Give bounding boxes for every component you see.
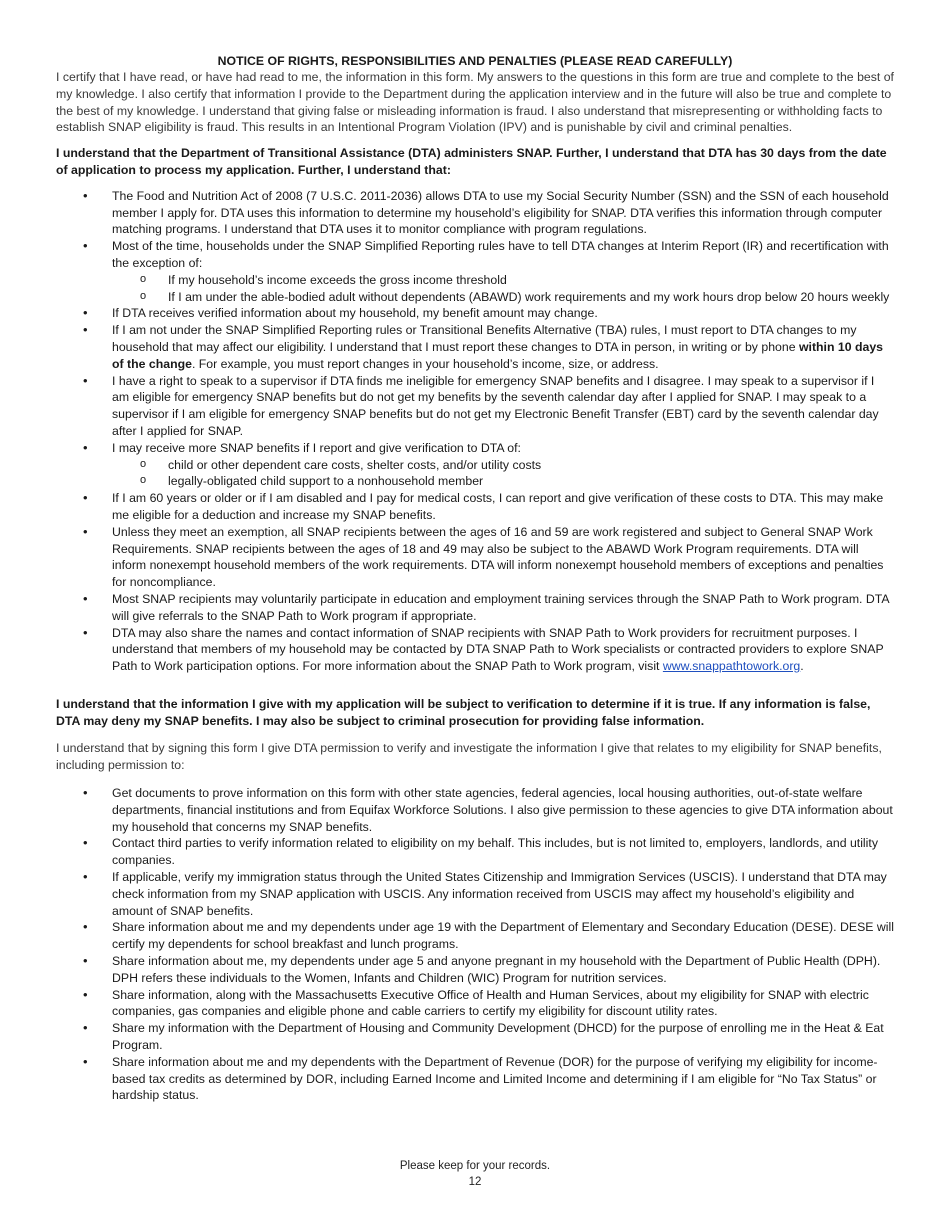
list-item: • Most of the time, households under the SNAP Simplified Reporting rules have to tell DTA changes at Interim Report (IR) and recertification with the exception of: o If my household’s income exceeds the gross income threshold o If I am under the able-bodied adult without dependents (ABAWD) work requirements and my work hours drop below 20 hours weekly	[56, 238, 894, 305]
permission-intro: I understand that by signing this form I give DTA permission to verify and investigate the information I give that relates to my eligibility for SNAP benefits, including permission to:	[56, 741, 882, 773]
sub-list	[112, 272, 894, 306]
page-number: 12	[468, 1175, 482, 1188]
list-item: • Most SNAP recipients may voluntarily participate in education and employment training services through the SNAP Path to Work program. DTA will give referrals to the SNAP Path to Work program if appropriate.	[56, 591, 894, 625]
verification-statement: I understand that the information I give with my application will be subject to verification to determine if it is true. If any information is false, DTA may deny my SNAP benefits. I may also be subject to criminal prosecution for providing false information.	[56, 696, 871, 728]
list-item: • The Food and Nutrition Act of 2008 (7 U.S.C. 2011-2036) allows DTA to use my Social Security Number (SSN) and the SSN of each household member I apply for. DTA uses this information to determine my household’s eligibility for SNAP. DTA verifies this information through computer matching programs. I understand that DTA uses it to monitor compliance with program regulations.	[56, 188, 894, 238]
list-item: • If applicable, verify my immigration status through the United States Citizenship and Immigration Services (USCIS). I understand that DTA may check information from my SNAP application with USCIS. Any information received from USCIS may affect my household’s eligibility and amount of SNAP benefits.	[56, 869, 894, 919]
list-item: • DTA may also share the names and contact information of SNAP recipients with SNAP Path to Work providers for recruitment purposes. I understand that members of my household may be contacted by DTA SNAP Path to Work specialists or contracted providers to explore SNAP Path to Work participation options. For more information about the SNAP Path to Work program, visit www.snappathtowork.org.	[56, 625, 894, 675]
page-title: NOTICE OF RIGHTS, RESPONSIBILITIES AND PENALTIES (PLEASE READ CAREFULLY)	[217, 54, 733, 68]
list-item: • I have a right to speak to a supervisor if DTA finds me ineligible for emergency SNAP benefits and I disagree. I may speak to a supervisor if I am eligible for emergency SNAP benefits but do not get my benefits by the seventh calendar day after I applied for SNAP. I may speak to a supervisor if I am eligible for emergency SNAP benefits but do not get my Electronic Benefit Transfer (EBT) card by the seventh calendar day after I applied for SNAP.	[56, 373, 894, 440]
list-item: • Get documents to prove information on this form with other state agencies, federal agencies, local housing authorities, out-of-state welfare departments, financial institutions and from Equifax Workforce Solutions. I also give permission to these agencies to give DTA information about my household that concerns my SNAP benefits.	[56, 785, 894, 835]
list-item: • Contact third parties to verify information related to eligibility on my behalf. This includes, but is not limited to, employers, landlords, and utility companies.	[56, 835, 894, 869]
list-item: • Unless they meet an exemption, all SNAP recipients between the ages of 16 and 59 are work registered and subject to General SNAP Work Requirements. SNAP recipients between the ages of 18 and 49 may also be subject to the ABAWD Work Program requirements. DTA will inform nonexempt household members of the work requirements. DTA will inform nonexempt household members of exceptions and penalties for noncompliance.	[56, 524, 894, 591]
sub-list-item: o If I am under the able-bodied adult without dependents (ABAWD) work requirements and my work hours drop below 20 hours weekly	[112, 289, 894, 306]
dta-statement: I understand that the Department of Transitional Assistance (DTA) administers SNAP. Further, I understand that DTA has 30 days from the date of application to process my application. Further, I understand that:	[56, 146, 887, 177]
list-item: • I may receive more SNAP benefits if I report and give verification to DTA of: o child or other dependent care costs, shelter costs, and/or utility costs o legally-obligated child support to a nonhousehold member	[56, 440, 894, 490]
list-item: • Share my information with the Department of Housing and Community Development (DHCD) for the purpose of enrolling me in the Heat & Eat Program.	[56, 1020, 894, 1054]
sub-list-item: o If my household’s income exceeds the gross income threshold	[112, 272, 894, 289]
list-item: • Share information about me and my dependents under age 19 with the Department of Elementary and Secondary Education (DESE). DESE will certify my dependents for school breakfast and lunch programs.	[56, 919, 894, 953]
responsibilities-list	[56, 188, 894, 675]
list-item: • Share information about me and my dependents with the Department of Revenue (DOR) for the purpose of verifying my eligibility for income-based tax credits as determined by DOR, including Earned Income and Limited Income and determining if I am eligible for “No Tax Status” or hardship status.	[56, 1054, 894, 1104]
sub-list-item: o legally-obligated child support to a nonhousehold member	[112, 473, 894, 490]
deadline-emphasis: within 10 days of the change	[112, 339, 884, 371]
list-item: • Share information, along with the Massachusetts Executive Office of Health and Human Services, about my eligibility for SNAP with electric companies, gas companies and eligible phone and cable carriers to certify my eligibility for discount utility rates.	[56, 987, 894, 1021]
list-item: • If DTA receives verified information about my household, my benefit amount may change.	[56, 305, 894, 322]
page-footer	[0, 1159, 950, 1190]
list-item: • Share information about me, my dependents under age 5 and anyone pregnant in my household with the Department of Public Health (DPH). DPH refers these individuals to the Women, Infants and Children (WIC) Program for nutrition services.	[56, 953, 894, 987]
list-item: • If I am 60 years or older or if I am disabled and I pay for medical costs, I can report and give verification of these costs to DTA. This may make me eligible for a deduction and increase my SNAP benefits.	[56, 490, 894, 524]
records-note: Please keep for your records.	[399, 1160, 551, 1172]
permissions-list	[56, 785, 894, 1104]
list-item: • If I am not under the SNAP Simplified Reporting rules or Transitional Benefits Alternative (TBA) rules, I must report to DTA changes to my household that may affect our eligibility. I understand that I must report these changes to DTA in person, in writing or by phone within 10 days of the change. For example, you must report changes in your household’s income, size, or address.	[56, 322, 894, 372]
certification-paragraph: I certify that I have read, or have had read to me, the information in this form. My answers to the questions in this form are true and complete to the best of my knowledge. I also certify that information I provide to the Department during the application interview and in the future will also be true and complete to the best of my knowledge. I understand that giving false or misleading information is fraud. I also understand that misrepresenting or withholding facts to establish SNAP eligibility is fraud. This results in an Intentional Program Violation (IPV) and is punishable by civil and criminal penalties.	[56, 70, 894, 135]
snap-path-to-work-link[interactable]: www.snappathtowork.org	[662, 659, 801, 674]
sub-list	[112, 457, 894, 491]
sub-list-item: o child or other dependent care costs, shelter costs, and/or utility costs	[112, 457, 894, 474]
document-page	[56, 53, 894, 1104]
